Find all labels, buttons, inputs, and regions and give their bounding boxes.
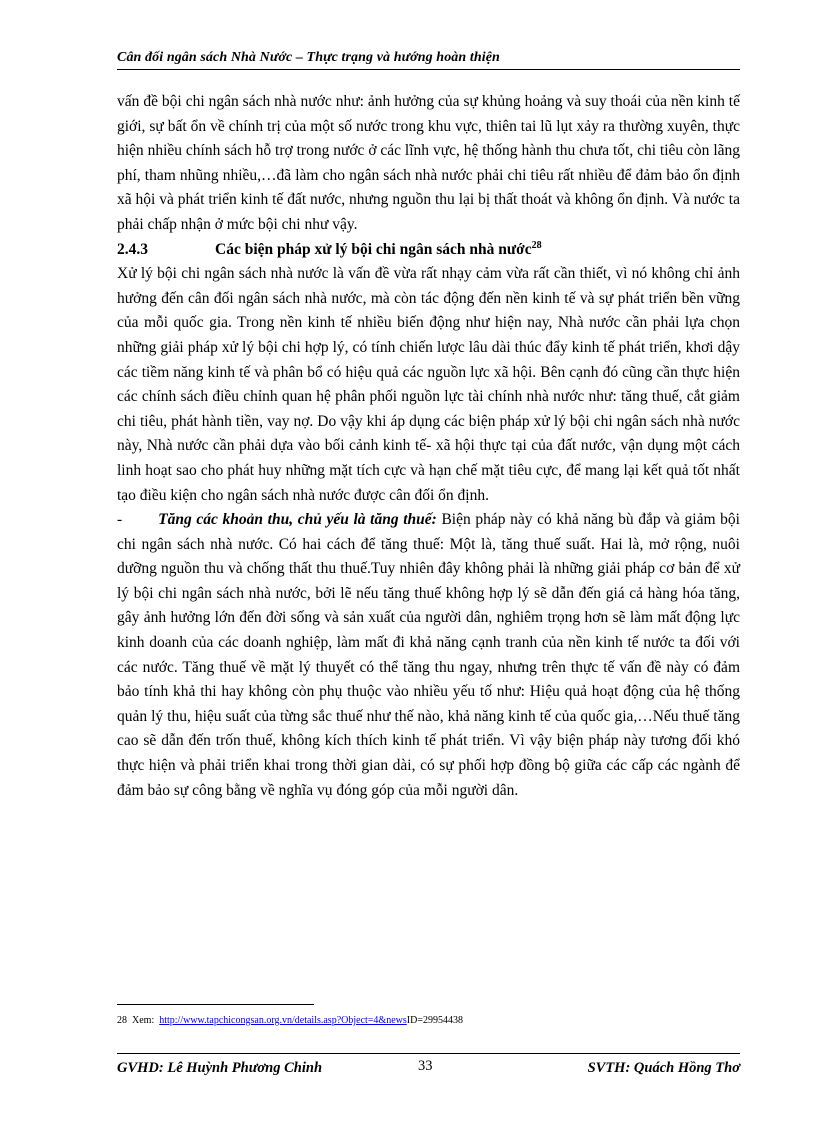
page-number: 33 (418, 1058, 433, 1074)
footnote-label: Xem: (132, 1015, 155, 1026)
bullet-marker: - (117, 511, 123, 529)
bullet-item (117, 508, 740, 803)
footer-divider (117, 1053, 740, 1054)
footnote-number: 28 (117, 1015, 127, 1026)
footnote-divider (117, 1004, 314, 1005)
bullet-intro: Tăng các khoản thu, chủ yếu là tăng thuế: (158, 511, 437, 529)
section-number: 2.4.3 (117, 240, 148, 258)
footnote-link[interactable]: http://www.tapchicongsan.org.vn/details.asp?Object=4&news (159, 1015, 407, 1026)
header-divider (117, 69, 740, 70)
running-header: Cân đối ngân sách Nhà Nước – Thực trạng và hướng hoàn thiện (117, 50, 500, 65)
paragraph-intro: vấn đề bội chi ngân sách nhà nước như: ảnh hưởng của sự khủng hoảng và suy thoái của nền kinh tế giới, sự bất ổn về chính trị của một số nước trong khu vực, thiên tai lũ lụt xảy ra thường xuyên, thực hiện nhiều chính sách hỗ trợ trong nước ở các lĩnh vực, hệ thống hành thu chưa tốt, chi tiêu còn lãng phí, tham nhũng nhiều,…đã làm cho ngân sách nhà nước phải chi tiêu rất nhiều để đảm bảo ổn định xã hội và phát triển kinh tế đất nước, nhưng nguồn thu lại bị thất thoát và không ổn định. Và nước ta phải chấp nhận ở mức bội chi như vậy. (117, 93, 740, 233)
bullet-text: Biện pháp này có khả năng bù đắp và giảm bội chi ngân sách nhà nước. Có hai cách để tăng thuế: Một là, tăng thuế suất. Hai là, mở rộng, nuôi dưỡng nguồn thu và chống thất thu thuế.Tuy nhiên đây không phải là những giải pháp cơ bản để xử lý bội chi ngân sách nhà nước, bởi lẽ nếu tăng thuế không hợp lý sẽ dẫn đến giá cả hàng hóa tăng, gây ảnh hưởng lớn đến đời sống và sản xuất của người dân, nghiêm trọng hơn sẽ làm mất động lực kinh doanh của các doanh nghiệp, làm mất đi khả năng cạnh tranh của nền kinh tế nước ta đối với các nước. Tăng thuế về mặt lý thuyết có thể tăng thu ngay, nhưng trên thực tế vấn đề này có đảm bảo tính khả thi hay không còn phụ thuộc vào nhiều yếu tố như: Hiệu quả hoạt động của hệ thống quản lý thu, hiệu suất của từng sắc thuế như thế nào, khả năng kinh tế của quốc gia,…Nếu thuế tăng cao sẽ dẫn đến trốn thuế, không kích thích kinh tế phát triển. Vì vậy biện pháp này tương đối khó thực hiện và phải triển khai trong thời gian dài, có sự phối hợp đồng bộ giữa các cấp các ngành để đảm bảo sự công bằng về nghĩa vụ đóng góp của mỗi người dân. (117, 511, 740, 799)
footnote-suffix: ID=29954438 (406, 1015, 463, 1026)
section-title-wrap (215, 238, 542, 263)
page-body (117, 90, 740, 803)
section-title: Các biện pháp xử lý bội chi ngân sách nhà nước (215, 240, 532, 258)
paragraph-section: Xử lý bội chi ngân sách nhà nước là vấn đề vừa rất nhạy cảm vừa rất cần thiết, vì nó không chỉ ảnh hưởng đến cân đối ngân sách nhà nước, mà còn tác động đến nền kinh tế và sự phát triển bền vững của mỗi quốc gia. Trong nền kinh tế nhiều biến động như hiện nay, Nhà nước cần phải lựa chọn những giải pháp xử lý bội chi hợp lý, có tính chiến lược lâu dài thúc đẩy kinh tế phát triển, khơi dậy các tiềm năng kinh tế và phân bổ có hiệu quả các nguồn lực xã hội. Bên cạnh đó cũng cần thực hiện các chính sách điều chỉnh quan hệ phân phối nguồn lực tài chính nhà nước như: tăng thuế, cắt giảm chi tiêu, phát hành tiền, vay nợ. Do vậy khi áp dụng các biện pháp xử lý bội chi ngân sách nhà nước này, Nhà nước cần phải dựa vào bối cảnh kinh tế- xã hội thực tại của đất nước, vận dụng một cách linh hoạt sao cho phát huy những mặt tích cực và hạn chế mặt tiêu cực, để mang lại kết quả tốt nhất tạo điều kiện cho ngân sách nhà nước được cân đối ổn định. (117, 265, 740, 504)
footer-supervisor: GVHD: Lê Huỳnh Phương Chinh (117, 1060, 323, 1076)
footer-student: SVTH: Quách Hồng Thơ (587, 1060, 740, 1076)
section-heading (117, 238, 740, 263)
footnote-reference[interactable]: 28 (531, 239, 542, 251)
footnote (117, 1015, 463, 1026)
